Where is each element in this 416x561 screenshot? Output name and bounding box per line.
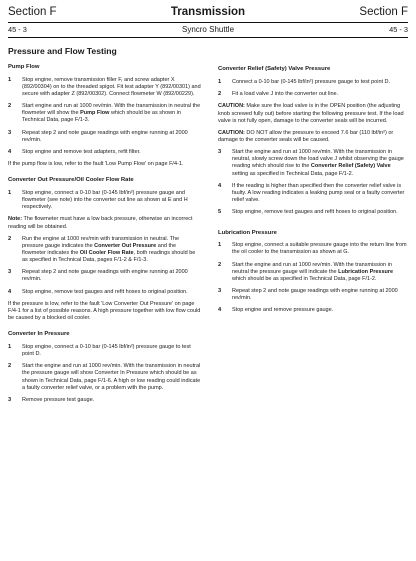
step-text: Stop engine, remove transmission filler F, and screw adapter X (892/00304) on to the threaded spigot. Fit test adapter Y (892/00301) and secure with adapter Z (892/00302). Connect flowmeter W (892/00229). bbox=[22, 76, 201, 97]
page-number-right: 45 - 3 bbox=[389, 25, 408, 34]
step-text: Repeat step 2 and note gauge readings with engine running at 2000 rev/min. bbox=[22, 129, 188, 143]
caution-pressure-limit: CAUTION: DO NOT allow the pressure to exceed 7.6 bar (110 lbf/in²) or damage to the converter seals will be caused. bbox=[218, 129, 394, 144]
left-column bbox=[8, 64, 201, 409]
step-text: Stop engine, connect a 0-10 bar (0-145 lbf/in²) pressure gauge and flowmeter (see note) into the converter out line as shown at E and H respectively. bbox=[22, 190, 188, 211]
section-label-left: Section F bbox=[8, 6, 57, 18]
step-text: Stop engine and remove pressure gauge. bbox=[232, 307, 334, 314]
relief-valve-step bbox=[218, 79, 408, 86]
step-text: Repeat step 2 and note gauge readings with engine running at 2000 rev/min. bbox=[22, 269, 188, 283]
step-number: 3 bbox=[218, 287, 222, 294]
lubrication-step bbox=[218, 242, 408, 256]
step-text: Repeat step 2 and note gauge readings with engine running at 2000 rev/min. bbox=[232, 287, 398, 302]
step-number: 2 bbox=[8, 363, 12, 370]
step-number: 2 bbox=[218, 261, 222, 268]
converter-out-step bbox=[8, 190, 201, 211]
step-text: Stop engine, remove test gauges and refit hoses to original position. bbox=[232, 209, 398, 216]
relief-valve-step bbox=[218, 149, 408, 178]
step-text: Run the engine at 1000 rev/min with transmission in neutral. The pressure gauge indicates the Converter Out Pressure and the flowmeter indicates the Oil Cooler Flow Rate, both readings should be as specified in Technical Data, pages F/1-2 & F/1-3. bbox=[22, 235, 196, 264]
step-number: 2 bbox=[8, 235, 12, 242]
pump-flow-step bbox=[8, 149, 201, 156]
lubrication-heading: Lubrication Pressure bbox=[218, 229, 277, 236]
page-number-left: 45 - 3 bbox=[8, 25, 27, 34]
step-number: 4 bbox=[8, 148, 12, 155]
pump-flow-note: If the pump flow is low, refer to the fault 'Low Pump Flow' on page F/4-1. bbox=[8, 161, 184, 168]
relief-valve-heading: Converter Relief (Safety) Valve Pressure bbox=[218, 66, 331, 72]
section-label-right: Section F bbox=[359, 6, 408, 18]
step-number: 1 bbox=[218, 242, 222, 249]
step-number: 3 bbox=[218, 149, 222, 156]
page-subheader bbox=[8, 25, 408, 35]
step-number: 2 bbox=[8, 103, 12, 110]
step-text: Start engine and run at 1000 rev/min. With the transmission in neutral the flowmeter will show the Pump Flow which should be as shown in Technical Data, page F/1-3. bbox=[22, 103, 201, 124]
step-number: 1 bbox=[8, 76, 12, 83]
caution-load-valve: CAUTION: Make sure the load valve is in the OPEN position (the adjusting knob screwed fully out) before starting the following pressure test. If the load valve is not fully open, damage to the converter seals will be incurred. bbox=[218, 103, 404, 124]
pump-flow-step bbox=[8, 103, 201, 124]
step-text: Connect a 0-10 bar (0-145 lbf/in²) pressure gauge to test point D. bbox=[232, 78, 391, 85]
converter-out-fault-note: If the pressure is low, refer to the fault 'Low Converter Out Pressure' on page F/4-1 for a list of possible reasons. A high pressure together with low flow could be caused by a blocked oil cooler. bbox=[8, 300, 201, 322]
converter-in-step bbox=[8, 363, 201, 392]
step-text: Remove pressure test gauge. bbox=[22, 396, 95, 403]
page-title: Pressure and Flow Testing bbox=[8, 46, 117, 56]
step-text: Start the engine and run at 1000 rev/min. With the transmission in neutral the pressure gauge will show Converter In Pressure which should be as shown in Technical Data, page F/1-6. A high or low reading could indicate a faulty converter relief valve, or a problem with the pump. bbox=[22, 363, 201, 391]
converter-out-step bbox=[8, 236, 201, 265]
step-number: 4 bbox=[8, 288, 12, 295]
converter-in-step bbox=[8, 344, 201, 358]
subheader-rule bbox=[8, 37, 408, 38]
step-number: 3 bbox=[8, 269, 12, 276]
flowmeter-note: Note: The flowmeter must have a low back pressure, otherwise an incorrect reading will be obtained. bbox=[8, 216, 193, 230]
header-subtitle: Syncro Shuttle bbox=[181, 25, 235, 34]
step-number: 1 bbox=[8, 190, 12, 197]
lubrication-step bbox=[218, 288, 408, 302]
step-number: 2 bbox=[218, 91, 222, 98]
step-number: 3 bbox=[8, 129, 12, 136]
step-number: 3 bbox=[8, 396, 12, 403]
step-number: 4 bbox=[218, 307, 222, 314]
relief-valve-step bbox=[218, 91, 408, 98]
step-number: 1 bbox=[8, 344, 12, 351]
pump-flow-step bbox=[8, 77, 201, 98]
step-text: Start the engine and run at 1000 rev/min. With the transmission in neutral the pressure gauge will indicate the Lubrication Pressure which should be as specified in Technical Data, page F/1-2. bbox=[232, 261, 394, 282]
header-rule bbox=[8, 22, 408, 23]
step-text: Fit a load valve J into the converter out line. bbox=[232, 91, 339, 98]
lubrication-step bbox=[218, 307, 408, 314]
converter-out-step bbox=[8, 289, 201, 296]
relief-valve-step bbox=[218, 183, 408, 204]
step-text: Stop engine, remove test gauges and refit hoses to original position. bbox=[22, 288, 188, 295]
step-text: Stop engine and remove test adapters, refit filter. bbox=[22, 148, 141, 155]
step-text: Stop engine, connect a 0-10 bar (0-145 lbf/in²) pressure gauge to test point D. bbox=[22, 344, 191, 358]
step-number: 1 bbox=[218, 78, 222, 85]
converter-in-heading: Converter In Pressure bbox=[8, 331, 70, 338]
page-header bbox=[8, 6, 408, 20]
step-text: Stop engine, connect a suitable pressure gauge into the return line from the oil cooler to the transmission as shown at G. bbox=[232, 242, 407, 256]
step-text: If the reading is higher than specified then the converter relief valve is faulty. A low reading indicates a leaking pump seal or a faulty converter relief valve. bbox=[232, 182, 405, 204]
step-text: Start the engine and run at 1000 rev/min. With the transmission in neutral, slowly screw down the load valve J whilst observing the gauge reading which should rise to the Converter Relief (Safety) Valve setting as specified in Technical Data, page F/1-2. bbox=[232, 149, 404, 177]
converter-out-step bbox=[8, 269, 201, 283]
lubrication-step bbox=[218, 262, 408, 283]
pump-flow-step bbox=[8, 130, 201, 144]
relief-valve-step bbox=[218, 209, 408, 216]
step-number: 4 bbox=[218, 182, 222, 189]
step-number: 5 bbox=[218, 209, 222, 216]
header-title: Transmission bbox=[170, 6, 246, 18]
pump-flow-heading: Pump Flow bbox=[8, 64, 40, 70]
converter-out-heading: Converter Out Pressure/Oil Cooler Flow Rate bbox=[8, 177, 134, 184]
right-column bbox=[218, 66, 408, 320]
converter-in-step bbox=[8, 397, 201, 404]
